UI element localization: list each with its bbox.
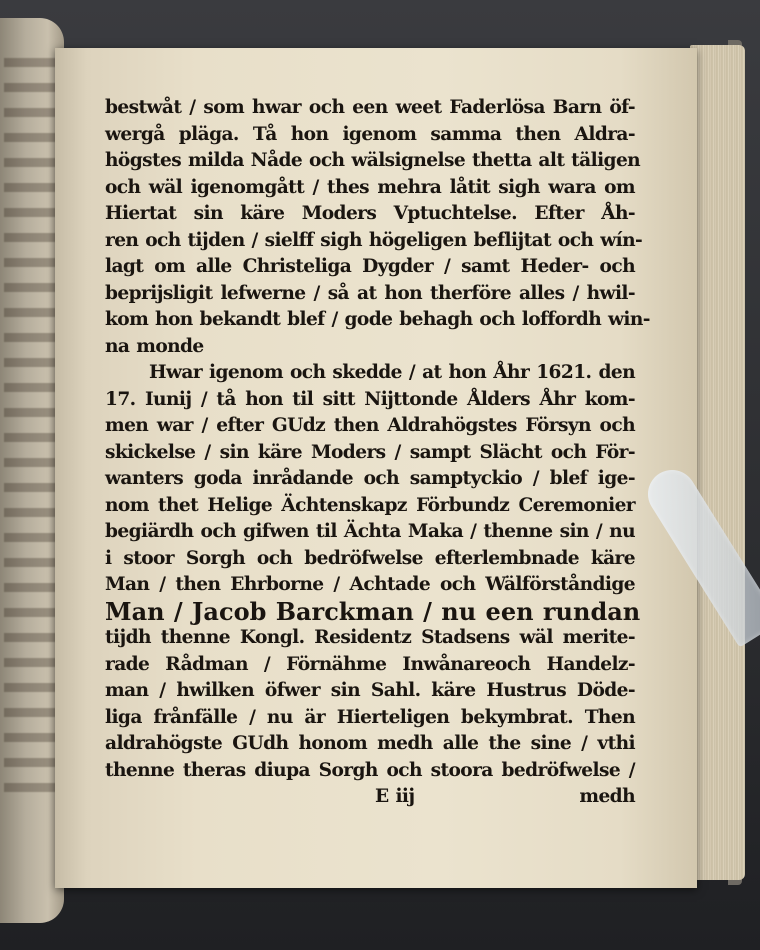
text-line: nom thet Helige Ächtenskapz Förbundz Ceremonier bbox=[105, 494, 635, 516]
facing-page-text-shadow bbox=[4, 58, 60, 798]
signature-mark: E iij bbox=[375, 786, 415, 807]
text-line: liga frånfälle / nu är Hierteligen bekymbrat. Then bbox=[105, 706, 635, 728]
text-line: i stoor Sorgh och bedröfwelse efterlembnade käre bbox=[105, 547, 635, 569]
text-line: Hwar igenom och skedde / at hon Åhr 1621. den bbox=[149, 362, 635, 383]
text-line: högstes milda Nåde och wälsignelse thetta alt täligen bbox=[105, 150, 641, 171]
catchword: medh bbox=[579, 786, 635, 807]
text-line: Man / Jacob Barckman / nu een rundan bbox=[105, 596, 641, 626]
text-line: lagt om alle Christeliga Dygder / samt Heder- och bbox=[105, 256, 635, 277]
text-line: och wäl igenomgått / thes mehra låtit sigh wara om bbox=[105, 176, 635, 198]
text-line: rade Rådman / Förnähme Inwånareoch Handelz- bbox=[105, 653, 635, 675]
text-line: Man / then Ehrborne / Achtade och Wälförståndige bbox=[105, 574, 635, 595]
page-footer bbox=[105, 784, 635, 811]
text-line: skickelse / sin käre Moders / sampt Slächt och För- bbox=[105, 441, 635, 463]
text-line: aldrahögste GUdh honom medh alle the sine / vthi bbox=[105, 733, 635, 754]
book-page bbox=[55, 48, 697, 888]
page-text bbox=[105, 95, 650, 811]
text-line: bestwåt / som hwar och een weet Faderlösa Barn öf- bbox=[105, 97, 635, 118]
text-line: men war / efter GUdz then Aldrahögstes Försyn och bbox=[105, 415, 635, 436]
text-line: man / hwilken öfwer sin Sahl. käre Hustrus Döde- bbox=[105, 680, 635, 701]
text-line: thenne theras diupa Sorgh och stoora bedröfwelse / bbox=[105, 759, 635, 781]
text-line: 17. Iunij / tå hon til sitt Nijttonde Ålders Åhr kom- bbox=[105, 388, 635, 410]
text-line: tijdh thenne Kongl. Residentz Stadsens wäl merite- bbox=[105, 627, 635, 648]
text-line: Hiertat sin käre Moders Vptuchtelse. Efter Åh- bbox=[105, 203, 635, 224]
text-line: begiärdh och gifwen til Ächta Maka / thenne sin / nu bbox=[105, 521, 635, 542]
text-line: ren och tijden / sielff sigh högeligen beflijtat och wín- bbox=[105, 229, 643, 251]
text-line: wergå pläga. Tå hon igenom samma then Aldra- bbox=[105, 123, 635, 145]
page-stack-edge bbox=[690, 45, 745, 880]
text-line: wanters goda inrådande och samptyckio / blef ige- bbox=[105, 468, 635, 489]
text-line: beprijsligit lefwerne / så at hon therföre alles / hwil- bbox=[105, 282, 635, 304]
text-line: na monde bbox=[105, 335, 204, 357]
text-line: kom hon bekandt blef / gode behagh och loffordh win- bbox=[105, 309, 650, 330]
